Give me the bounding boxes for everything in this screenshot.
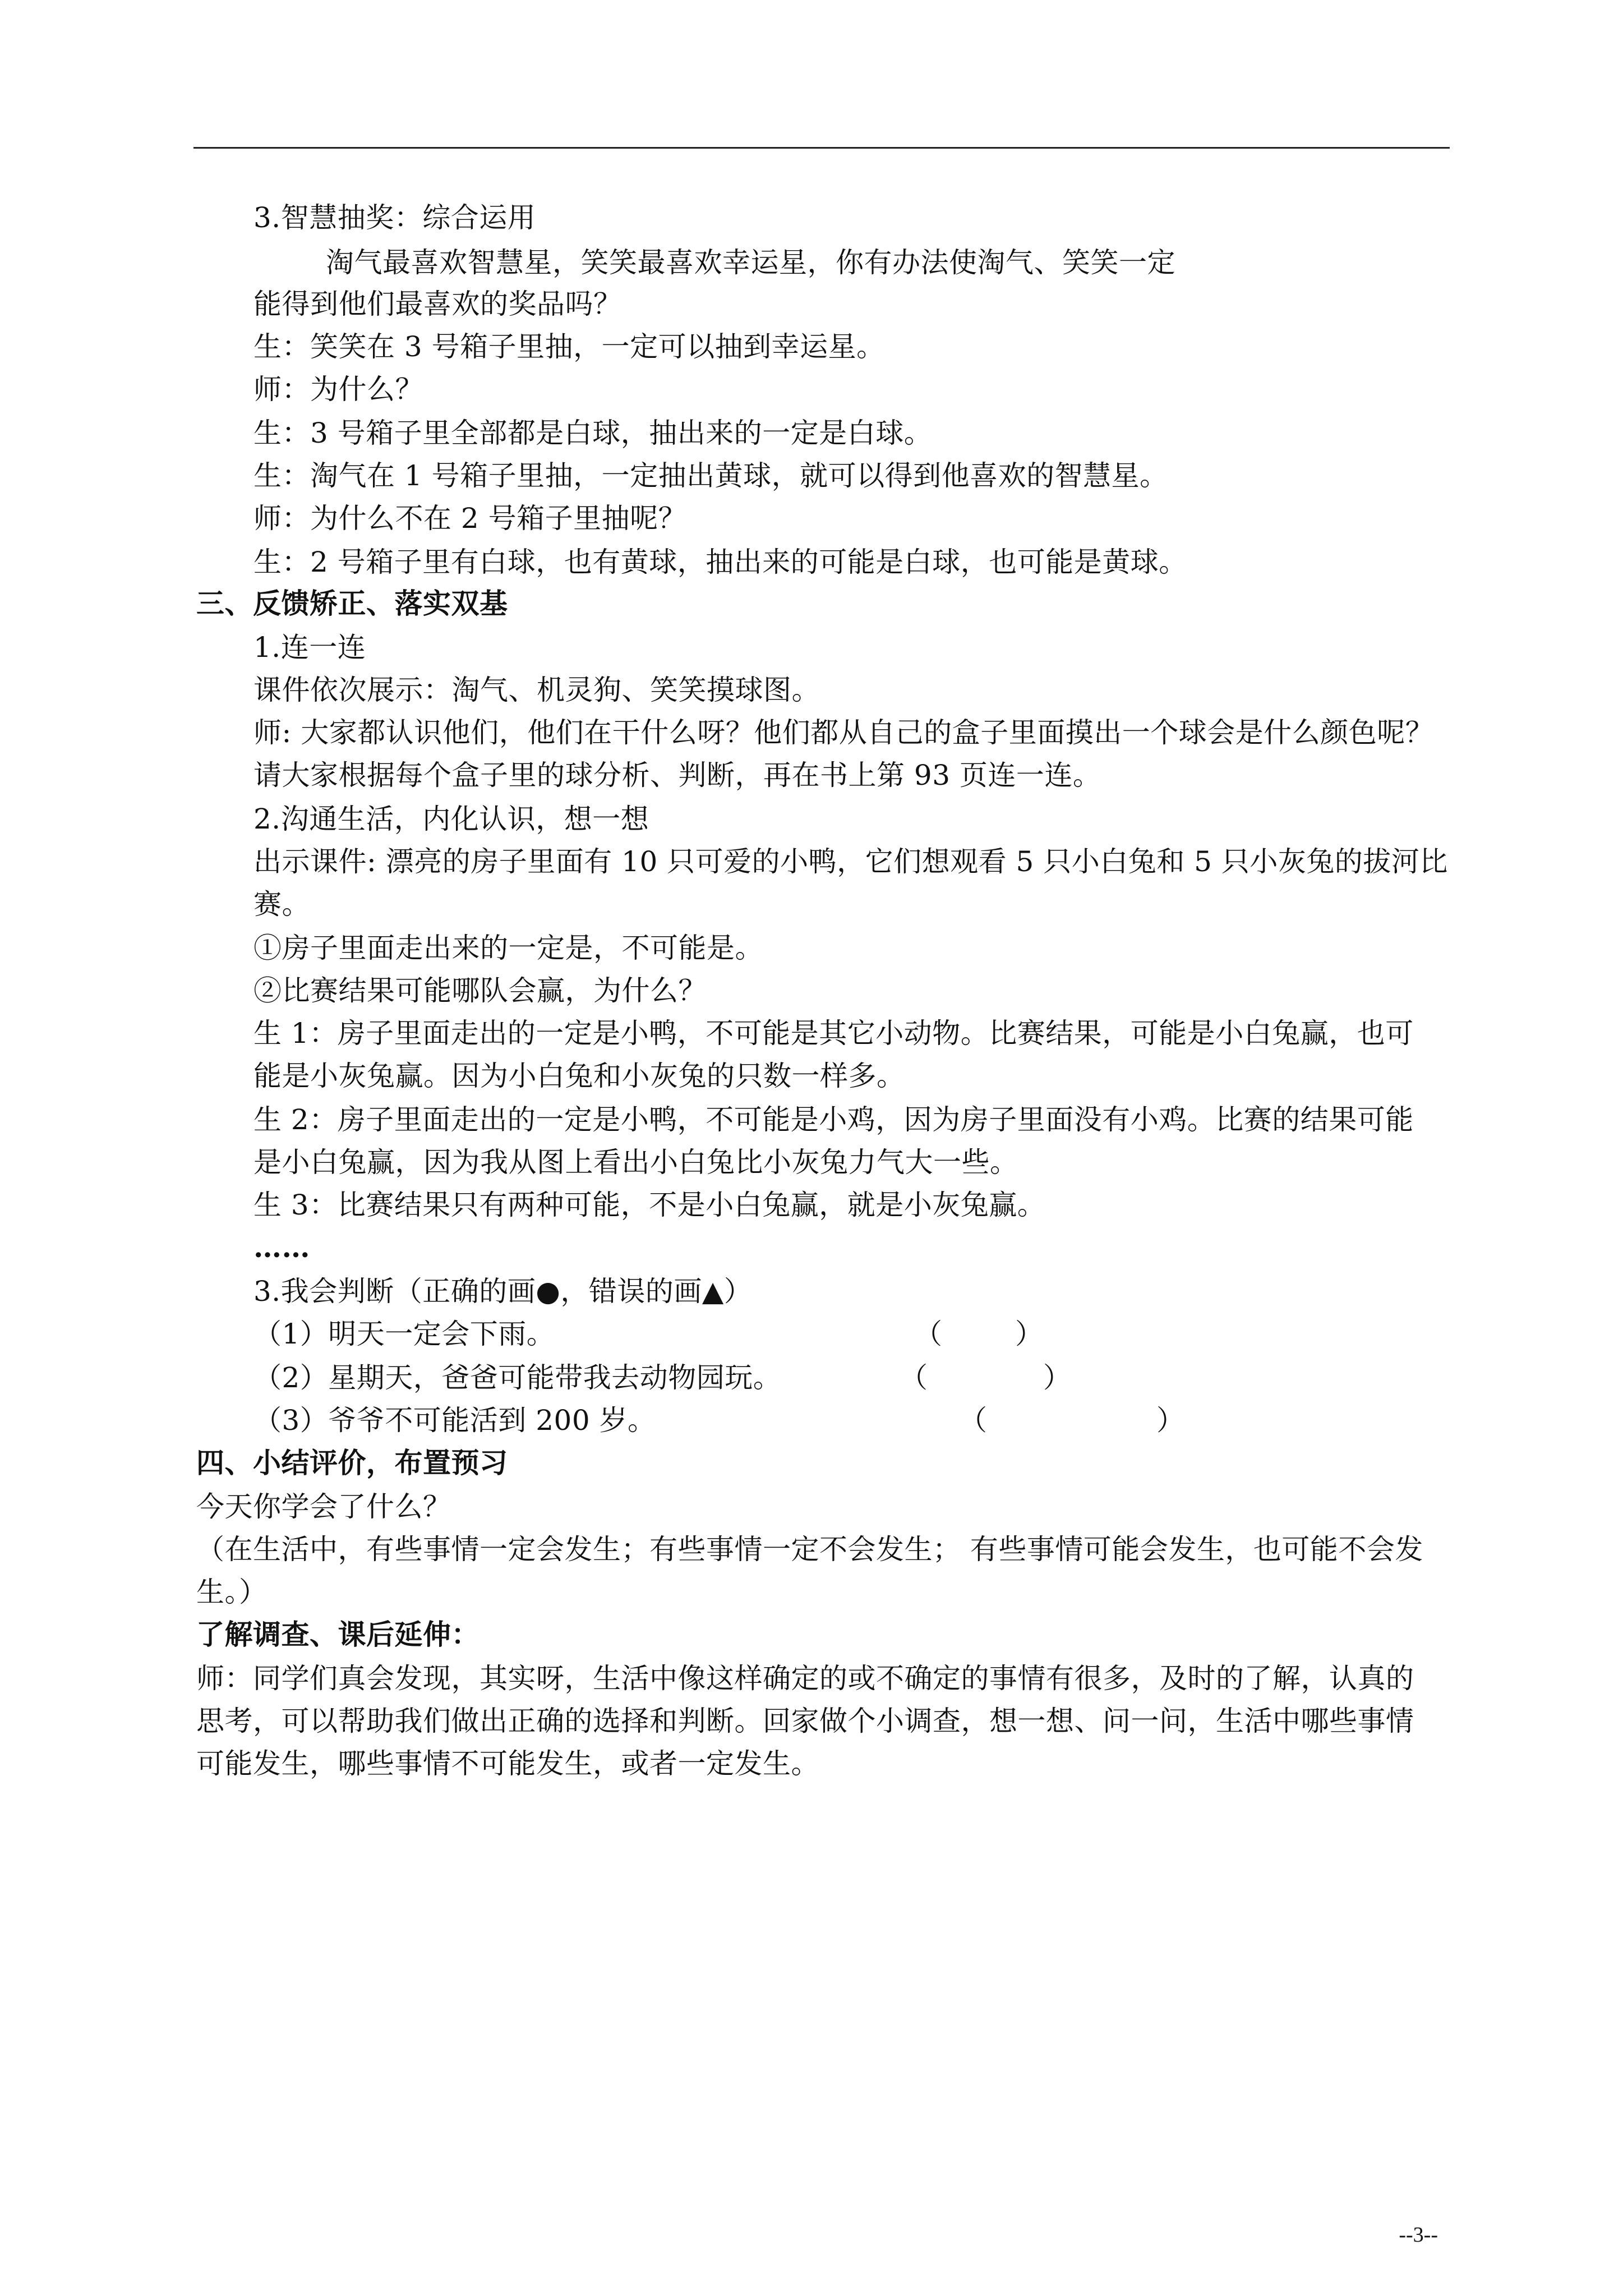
text-line: 2.沟通生活，内化认识，想一想: [253, 803, 649, 835]
text-line: 3.我会判断（正确的画●，错误的画▲）: [253, 1275, 753, 1308]
answer-bracket-close: ）: [1156, 1404, 1185, 1437]
text-line: 师: 大家都认识他们，他们在干什么呀？他们都从自己的盒子里面摸出一个球会是什么颜色呢？: [253, 716, 1434, 749]
text-line: 3.智慧抽奖：综合运用: [253, 201, 536, 234]
text-line: 生：淘气在 1 号箱子里抽，一定抽出黄球，就可以得到他喜欢的智慧星。: [253, 459, 1168, 492]
answer-bracket-open: （: [914, 1318, 943, 1350]
text-line: 课件依次展示：淘气、机灵狗、笑笑摸球图。: [253, 674, 820, 706]
text-line: 生 2：房子里面走出的一定是小鸭，不可能是小鸡，因为房子里面没有小鸡。比赛的结果可能: [253, 1103, 1414, 1136]
answer-bracket-close: ）: [1015, 1318, 1044, 1350]
text-line: 淘气最喜欢智慧星，笑笑最喜欢幸运星，你有办法使淘气、笑笑一定: [326, 246, 1175, 279]
text-line: 能是小灰兔赢。因为小白兔和小灰兔的只数一样多。: [253, 1060, 905, 1092]
ellipsis-line: ……: [253, 1231, 310, 1264]
text-line: 能得到他们最喜欢的奖品吗？: [253, 288, 622, 320]
answer-bracket-close: ）: [1043, 1361, 1072, 1394]
section-heading: 四、小结评价，布置预习: [196, 1446, 508, 1479]
text-line: 生：3 号箱子里全部都是白球，抽出来的一定是白球。: [253, 417, 933, 449]
text-line: 师：为什么不在 2 号箱子里抽呢？: [253, 502, 687, 535]
judgement-item-1: （1）明天一定会下雨。: [253, 1318, 555, 1350]
text-line: 思考，可以帮助我们做出正确的选择和判断。回家做个小调查，想一想、问一问，生活中哪些事情: [196, 1705, 1414, 1737]
judgement-item-2: （2）星期天，爸爸可能带我去动物园玩。: [253, 1361, 782, 1394]
header-rule: [193, 147, 1450, 149]
text-line: ①房子里面走出来的一定是，不可能是。: [253, 932, 763, 964]
text-line: 生。）: [196, 1576, 268, 1608]
text-line: 师：同学们真会发现，其实呀，生活中像这样确定的或不确定的事情有很多，及时的了解，认真的: [196, 1662, 1414, 1695]
section-heading: 三、反馈矫正、落实双基: [196, 587, 508, 620]
text-line: 是小白兔赢，因为我从图上看出小白兔比小灰兔力气大一些。: [253, 1146, 1018, 1179]
text-line: 请大家根据每个盒子里的球分析、判断，再在书上第 93 页连一连。: [253, 759, 1101, 792]
text-line: 出示课件: 漂亮的房子里面有 10 只可爱的小鸭，它们想观看 5 只小白兔和 5 只小灰兔的拔河比: [253, 845, 1448, 878]
answer-bracket-open: （: [959, 1404, 988, 1437]
text-line: 可能发生，哪些事情不可能发生，或者一定发生。: [196, 1747, 819, 1780]
judgement-item-3: （3）爷爷不可能活到 200 岁。: [253, 1404, 656, 1437]
text-line: 今天你学会了什么？: [196, 1490, 451, 1523]
section-heading: 了解调查、课后延伸：: [196, 1618, 479, 1651]
text-line: 生：笑笑在 3 号箱子里抽，一定可以抽到幸运星。: [253, 330, 885, 363]
text-line: 1.连一连: [253, 631, 366, 664]
text-line: 师：为什么？: [253, 373, 423, 406]
text-line: 生 1：房子里面走出的一定是小鸭，不可能是其它小动物。比赛结果，可能是小白兔赢，也可: [253, 1017, 1414, 1050]
text-line: 生 3：比赛结果只有两种可能，不是小白兔赢，就是小灰兔赢。: [253, 1189, 1046, 1221]
text-line: 赛。: [253, 888, 310, 921]
answer-bracket-open: （: [900, 1361, 928, 1394]
text-line: 生：2 号箱子里有白球，也有黄球，抽出来的可能是白球，也可能是黄球。: [253, 546, 1187, 578]
page-number: --3--: [1399, 2223, 1438, 2247]
text-line: （在生活中，有些事情一定会发生；有些事情一定不会发生； 有些事情可能会发生，也可能不会发: [196, 1533, 1423, 1566]
text-line: ②比赛结果可能哪队会赢，为什么？: [253, 974, 707, 1007]
